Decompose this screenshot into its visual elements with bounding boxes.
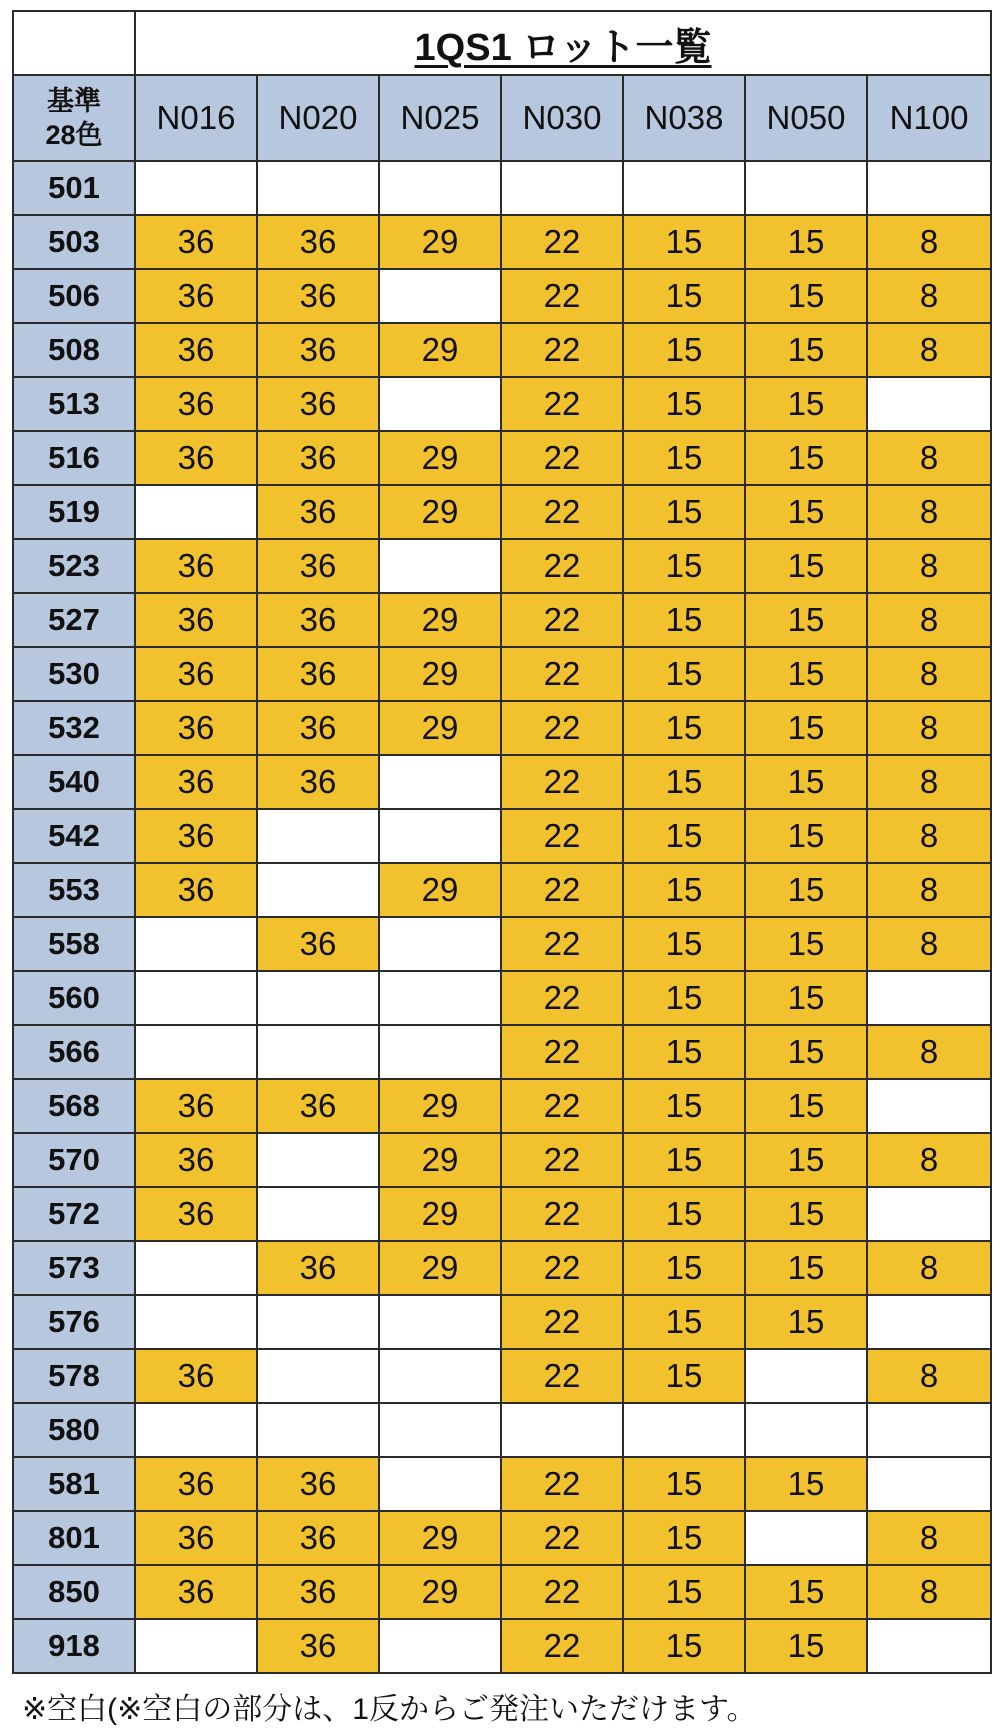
lot-cell-532-n020: 36 xyxy=(257,701,379,755)
lot-cell-542-n016: 36 xyxy=(135,809,257,863)
lot-cell-576-n030: 22 xyxy=(501,1295,623,1349)
lot-cell-513-n016: 36 xyxy=(135,377,257,431)
lot-cell-566-n020 xyxy=(257,1025,379,1079)
table-body xyxy=(13,11,991,1673)
table-row xyxy=(13,1187,991,1241)
lot-cell-508-n016: 36 xyxy=(135,323,257,377)
lot-cell-503-n050: 15 xyxy=(745,215,867,269)
lot-cell-570-n030: 22 xyxy=(501,1133,623,1187)
table-row xyxy=(13,755,991,809)
lot-cell-918-n100 xyxy=(867,1619,991,1673)
table-row xyxy=(13,1565,991,1619)
column-header-n030: N030 xyxy=(501,75,623,161)
table-row xyxy=(13,1403,991,1457)
lot-cell-532-n050: 15 xyxy=(745,701,867,755)
lot-cell-532-n016: 36 xyxy=(135,701,257,755)
lot-cell-501-n025 xyxy=(379,161,501,215)
lot-cell-527-n050: 15 xyxy=(745,593,867,647)
lot-cell-501-n016 xyxy=(135,161,257,215)
table-row xyxy=(13,1511,991,1565)
lot-cell-801-n050 xyxy=(745,1511,867,1565)
lot-cell-519-n025: 29 xyxy=(379,485,501,539)
lot-cell-572-n050: 15 xyxy=(745,1187,867,1241)
lot-cell-527-n020: 36 xyxy=(257,593,379,647)
lot-cell-532-n030: 22 xyxy=(501,701,623,755)
lot-cell-513-n038: 15 xyxy=(623,377,745,431)
lot-cell-580-n038 xyxy=(623,1403,745,1457)
lot-table xyxy=(12,10,992,1674)
lot-cell-530-n020: 36 xyxy=(257,647,379,701)
lot-cell-523-n100: 8 xyxy=(867,539,991,593)
lot-cell-503-n025: 29 xyxy=(379,215,501,269)
corner-header xyxy=(13,75,135,161)
lot-cell-519-n050: 15 xyxy=(745,485,867,539)
lot-cell-527-n030: 22 xyxy=(501,593,623,647)
lot-cell-506-n020: 36 xyxy=(257,269,379,323)
lot-cell-568-n025: 29 xyxy=(379,1079,501,1133)
lot-cell-568-n050: 15 xyxy=(745,1079,867,1133)
lot-cell-578-n030: 22 xyxy=(501,1349,623,1403)
lot-cell-566-n016 xyxy=(135,1025,257,1079)
lot-cell-578-n020 xyxy=(257,1349,379,1403)
lot-cell-578-n016: 36 xyxy=(135,1349,257,1403)
lot-cell-576-n038: 15 xyxy=(623,1295,745,1349)
table-row xyxy=(13,647,991,701)
lot-cell-570-n038: 15 xyxy=(623,1133,745,1187)
row-header-570: 570 xyxy=(13,1133,135,1187)
lot-cell-560-n016 xyxy=(135,971,257,1025)
lot-cell-513-n030: 22 xyxy=(501,377,623,431)
lot-cell-542-n100: 8 xyxy=(867,809,991,863)
row-header-801: 801 xyxy=(13,1511,135,1565)
lot-cell-501-n038 xyxy=(623,161,745,215)
row-header-527: 527 xyxy=(13,593,135,647)
table-row xyxy=(13,1025,991,1079)
row-header-566: 566 xyxy=(13,1025,135,1079)
lot-cell-560-n030: 22 xyxy=(501,971,623,1025)
lot-cell-523-n050: 15 xyxy=(745,539,867,593)
lot-cell-580-n030 xyxy=(501,1403,623,1457)
table-row xyxy=(13,539,991,593)
table-row xyxy=(13,809,991,863)
lot-cell-572-n016: 36 xyxy=(135,1187,257,1241)
lot-cell-581-n100 xyxy=(867,1457,991,1511)
lot-cell-576-n025 xyxy=(379,1295,501,1349)
lot-cell-506-n025 xyxy=(379,269,501,323)
table-row xyxy=(13,1619,991,1673)
lot-cell-506-n016: 36 xyxy=(135,269,257,323)
table-row xyxy=(13,917,991,971)
lot-cell-568-n100 xyxy=(867,1079,991,1133)
lot-cell-553-n100: 8 xyxy=(867,863,991,917)
lot-cell-572-n025: 29 xyxy=(379,1187,501,1241)
lot-cell-530-n038: 15 xyxy=(623,647,745,701)
lot-cell-523-n025 xyxy=(379,539,501,593)
lot-cell-570-n020 xyxy=(257,1133,379,1187)
column-header-n050: N050 xyxy=(745,75,867,161)
lot-cell-530-n030: 22 xyxy=(501,647,623,701)
lot-cell-513-n020: 36 xyxy=(257,377,379,431)
lot-cell-560-n020 xyxy=(257,971,379,1025)
lot-cell-581-n020: 36 xyxy=(257,1457,379,1511)
lot-cell-580-n050 xyxy=(745,1403,867,1457)
table-row xyxy=(13,701,991,755)
lot-cell-801-n038: 15 xyxy=(623,1511,745,1565)
lot-cell-508-n038: 15 xyxy=(623,323,745,377)
column-header-n100: N100 xyxy=(867,75,991,161)
lot-cell-553-n050: 15 xyxy=(745,863,867,917)
column-header-n016: N016 xyxy=(135,75,257,161)
row-header-532: 532 xyxy=(13,701,135,755)
lot-cell-560-n038: 15 xyxy=(623,971,745,1025)
corner-label-line1: 基準 xyxy=(47,86,101,116)
lot-cell-801-n100: 8 xyxy=(867,1511,991,1565)
lot-cell-578-n038: 15 xyxy=(623,1349,745,1403)
lot-cell-506-n100: 8 xyxy=(867,269,991,323)
row-header-553: 553 xyxy=(13,863,135,917)
table-row xyxy=(13,431,991,485)
lot-cell-503-n020: 36 xyxy=(257,215,379,269)
row-header-918: 918 xyxy=(13,1619,135,1673)
lot-cell-519-n020: 36 xyxy=(257,485,379,539)
lot-cell-573-n050: 15 xyxy=(745,1241,867,1295)
lot-cell-513-n100 xyxy=(867,377,991,431)
lot-cell-576-n100 xyxy=(867,1295,991,1349)
lot-cell-850-n030: 22 xyxy=(501,1565,623,1619)
lot-cell-918-n050: 15 xyxy=(745,1619,867,1673)
table-row xyxy=(13,161,991,215)
lot-cell-580-n025 xyxy=(379,1403,501,1457)
lot-cell-568-n030: 22 xyxy=(501,1079,623,1133)
lot-cell-576-n016 xyxy=(135,1295,257,1349)
row-header-568: 568 xyxy=(13,1079,135,1133)
title-row xyxy=(13,11,991,75)
lot-cell-580-n016 xyxy=(135,1403,257,1457)
footnote: ※空白(※空白の部分は、1反からご発注いただけます。 xyxy=(22,1693,757,1726)
lot-cell-508-n100: 8 xyxy=(867,323,991,377)
lot-cell-580-n100 xyxy=(867,1403,991,1457)
lot-cell-553-n025: 29 xyxy=(379,863,501,917)
lot-cell-501-n050 xyxy=(745,161,867,215)
lot-cell-576-n050: 15 xyxy=(745,1295,867,1349)
lot-cell-540-n038: 15 xyxy=(623,755,745,809)
lot-cell-578-n050 xyxy=(745,1349,867,1403)
lot-cell-580-n020 xyxy=(257,1403,379,1457)
lot-cell-506-n038: 15 xyxy=(623,269,745,323)
lot-cell-516-n020: 36 xyxy=(257,431,379,485)
lot-cell-573-n100: 8 xyxy=(867,1241,991,1295)
table-row xyxy=(13,377,991,431)
row-header-560: 560 xyxy=(13,971,135,1025)
lot-cell-558-n100: 8 xyxy=(867,917,991,971)
row-header-572: 572 xyxy=(13,1187,135,1241)
lot-cell-513-n050: 15 xyxy=(745,377,867,431)
lot-cell-542-n025 xyxy=(379,809,501,863)
lot-cell-501-n100 xyxy=(867,161,991,215)
lot-cell-516-n100: 8 xyxy=(867,431,991,485)
lot-cell-501-n020 xyxy=(257,161,379,215)
lot-cell-918-n038: 15 xyxy=(623,1619,745,1673)
lot-cell-850-n025: 29 xyxy=(379,1565,501,1619)
lot-cell-568-n020: 36 xyxy=(257,1079,379,1133)
lot-cell-527-n038: 15 xyxy=(623,593,745,647)
lot-cell-508-n050: 15 xyxy=(745,323,867,377)
lot-cell-519-n030: 22 xyxy=(501,485,623,539)
lot-cell-530-n025: 29 xyxy=(379,647,501,701)
row-header-542: 542 xyxy=(13,809,135,863)
column-header-n038: N038 xyxy=(623,75,745,161)
lot-cell-560-n050: 15 xyxy=(745,971,867,1025)
lot-cell-572-n038: 15 xyxy=(623,1187,745,1241)
lot-cell-516-n050: 15 xyxy=(745,431,867,485)
title-corner-cell xyxy=(13,11,135,75)
lot-cell-553-n038: 15 xyxy=(623,863,745,917)
table-row xyxy=(13,971,991,1025)
lot-cell-527-n016: 36 xyxy=(135,593,257,647)
table-row xyxy=(13,269,991,323)
lot-cell-519-n100: 8 xyxy=(867,485,991,539)
lot-cell-576-n020 xyxy=(257,1295,379,1349)
lot-cell-558-n050: 15 xyxy=(745,917,867,971)
lot-cell-560-n100 xyxy=(867,971,991,1025)
lot-cell-578-n100: 8 xyxy=(867,1349,991,1403)
lot-cell-568-n016: 36 xyxy=(135,1079,257,1133)
lot-cell-540-n025 xyxy=(379,755,501,809)
lot-cell-508-n025: 29 xyxy=(379,323,501,377)
lot-cell-553-n016: 36 xyxy=(135,863,257,917)
column-header-n025: N025 xyxy=(379,75,501,161)
row-header-506: 506 xyxy=(13,269,135,323)
lot-cell-566-n030: 22 xyxy=(501,1025,623,1079)
lot-cell-581-n016: 36 xyxy=(135,1457,257,1511)
lot-cell-519-n038: 15 xyxy=(623,485,745,539)
table-row xyxy=(13,1457,991,1511)
lot-cell-568-n038: 15 xyxy=(623,1079,745,1133)
lot-cell-513-n025 xyxy=(379,377,501,431)
table-row xyxy=(13,863,991,917)
lot-cell-516-n030: 22 xyxy=(501,431,623,485)
lot-cell-558-n025 xyxy=(379,917,501,971)
lot-cell-503-n016: 36 xyxy=(135,215,257,269)
lot-cell-566-n100: 8 xyxy=(867,1025,991,1079)
row-header-508: 508 xyxy=(13,323,135,377)
lot-cell-553-n030: 22 xyxy=(501,863,623,917)
lot-cell-532-n025: 29 xyxy=(379,701,501,755)
lot-cell-801-n030: 22 xyxy=(501,1511,623,1565)
table-title: 1QS1 ロット一覧 xyxy=(414,26,712,69)
lot-cell-540-n050: 15 xyxy=(745,755,867,809)
lot-cell-540-n100: 8 xyxy=(867,755,991,809)
lot-cell-530-n016: 36 xyxy=(135,647,257,701)
lot-cell-918-n016 xyxy=(135,1619,257,1673)
lot-cell-570-n025: 29 xyxy=(379,1133,501,1187)
lot-cell-501-n030 xyxy=(501,161,623,215)
lot-cell-542-n038: 15 xyxy=(623,809,745,863)
lot-cell-527-n100: 8 xyxy=(867,593,991,647)
lot-cell-850-n038: 15 xyxy=(623,1565,745,1619)
lot-cell-572-n030: 22 xyxy=(501,1187,623,1241)
table-row xyxy=(13,323,991,377)
lot-cell-527-n025: 29 xyxy=(379,593,501,647)
lot-cell-918-n025 xyxy=(379,1619,501,1673)
lot-cell-801-n016: 36 xyxy=(135,1511,257,1565)
lot-cell-516-n016: 36 xyxy=(135,431,257,485)
lot-cell-532-n038: 15 xyxy=(623,701,745,755)
lot-cell-573-n020: 36 xyxy=(257,1241,379,1295)
table-title-cell xyxy=(135,11,991,75)
lot-cell-581-n050: 15 xyxy=(745,1457,867,1511)
row-header-523: 523 xyxy=(13,539,135,593)
lot-cell-573-n030: 22 xyxy=(501,1241,623,1295)
lot-cell-542-n030: 22 xyxy=(501,809,623,863)
lot-cell-578-n025 xyxy=(379,1349,501,1403)
lot-cell-570-n100: 8 xyxy=(867,1133,991,1187)
lot-cell-506-n030: 22 xyxy=(501,269,623,323)
table-row xyxy=(13,1295,991,1349)
lot-cell-850-n050: 15 xyxy=(745,1565,867,1619)
lot-cell-540-n016: 36 xyxy=(135,755,257,809)
lot-cell-542-n050: 15 xyxy=(745,809,867,863)
column-header-row xyxy=(13,75,991,161)
lot-cell-573-n038: 15 xyxy=(623,1241,745,1295)
lot-cell-918-n030: 22 xyxy=(501,1619,623,1673)
row-header-516: 516 xyxy=(13,431,135,485)
lot-cell-566-n025 xyxy=(379,1025,501,1079)
lot-cell-503-n100: 8 xyxy=(867,215,991,269)
lot-cell-508-n030: 22 xyxy=(501,323,623,377)
lot-cell-850-n100: 8 xyxy=(867,1565,991,1619)
row-header-573: 573 xyxy=(13,1241,135,1295)
table-row xyxy=(13,485,991,539)
lot-cell-519-n016 xyxy=(135,485,257,539)
lot-cell-560-n025 xyxy=(379,971,501,1025)
lot-cell-801-n020: 36 xyxy=(257,1511,379,1565)
row-header-540: 540 xyxy=(13,755,135,809)
lot-cell-801-n025: 29 xyxy=(379,1511,501,1565)
lot-cell-570-n050: 15 xyxy=(745,1133,867,1187)
lot-cell-516-n038: 15 xyxy=(623,431,745,485)
lot-cell-572-n020 xyxy=(257,1187,379,1241)
lot-cell-523-n020: 36 xyxy=(257,539,379,593)
row-header-501: 501 xyxy=(13,161,135,215)
lot-cell-506-n050: 15 xyxy=(745,269,867,323)
lot-cell-508-n020: 36 xyxy=(257,323,379,377)
lot-cell-553-n020 xyxy=(257,863,379,917)
row-header-850: 850 xyxy=(13,1565,135,1619)
row-header-503: 503 xyxy=(13,215,135,269)
lot-cell-523-n016: 36 xyxy=(135,539,257,593)
row-header-578: 578 xyxy=(13,1349,135,1403)
row-header-519: 519 xyxy=(13,485,135,539)
lot-cell-573-n016 xyxy=(135,1241,257,1295)
table-row xyxy=(13,593,991,647)
lot-cell-558-n016 xyxy=(135,917,257,971)
row-header-558: 558 xyxy=(13,917,135,971)
lot-cell-581-n025 xyxy=(379,1457,501,1511)
lot-cell-540-n030: 22 xyxy=(501,755,623,809)
lot-cell-570-n016: 36 xyxy=(135,1133,257,1187)
row-header-513: 513 xyxy=(13,377,135,431)
row-header-576: 576 xyxy=(13,1295,135,1349)
lot-cell-566-n038: 15 xyxy=(623,1025,745,1079)
lot-cell-581-n030: 22 xyxy=(501,1457,623,1511)
row-header-530: 530 xyxy=(13,647,135,701)
row-header-580: 580 xyxy=(13,1403,135,1457)
lot-cell-558-n020: 36 xyxy=(257,917,379,971)
lot-cell-850-n016: 36 xyxy=(135,1565,257,1619)
lot-cell-581-n038: 15 xyxy=(623,1457,745,1511)
lot-cell-503-n038: 15 xyxy=(623,215,745,269)
table-row xyxy=(13,1079,991,1133)
row-header-581: 581 xyxy=(13,1457,135,1511)
lot-cell-558-n038: 15 xyxy=(623,917,745,971)
lot-cell-558-n030: 22 xyxy=(501,917,623,971)
table-row xyxy=(13,1349,991,1403)
lot-cell-540-n020: 36 xyxy=(257,755,379,809)
lot-cell-523-n030: 22 xyxy=(501,539,623,593)
lot-cell-523-n038: 15 xyxy=(623,539,745,593)
table-row xyxy=(13,1241,991,1295)
lot-cell-516-n025: 29 xyxy=(379,431,501,485)
lot-cell-530-n050: 15 xyxy=(745,647,867,701)
table-row xyxy=(13,215,991,269)
lot-cell-850-n020: 36 xyxy=(257,1565,379,1619)
lot-cell-532-n100: 8 xyxy=(867,701,991,755)
table-row xyxy=(13,1133,991,1187)
lot-cell-503-n030: 22 xyxy=(501,215,623,269)
lot-cell-573-n025: 29 xyxy=(379,1241,501,1295)
lot-cell-572-n100 xyxy=(867,1187,991,1241)
lot-cell-566-n050: 15 xyxy=(745,1025,867,1079)
lot-cell-542-n020 xyxy=(257,809,379,863)
corner-label-line2: 28色 xyxy=(45,120,103,150)
lot-cell-918-n020: 36 xyxy=(257,1619,379,1673)
column-header-n020: N020 xyxy=(257,75,379,161)
lot-cell-530-n100: 8 xyxy=(867,647,991,701)
